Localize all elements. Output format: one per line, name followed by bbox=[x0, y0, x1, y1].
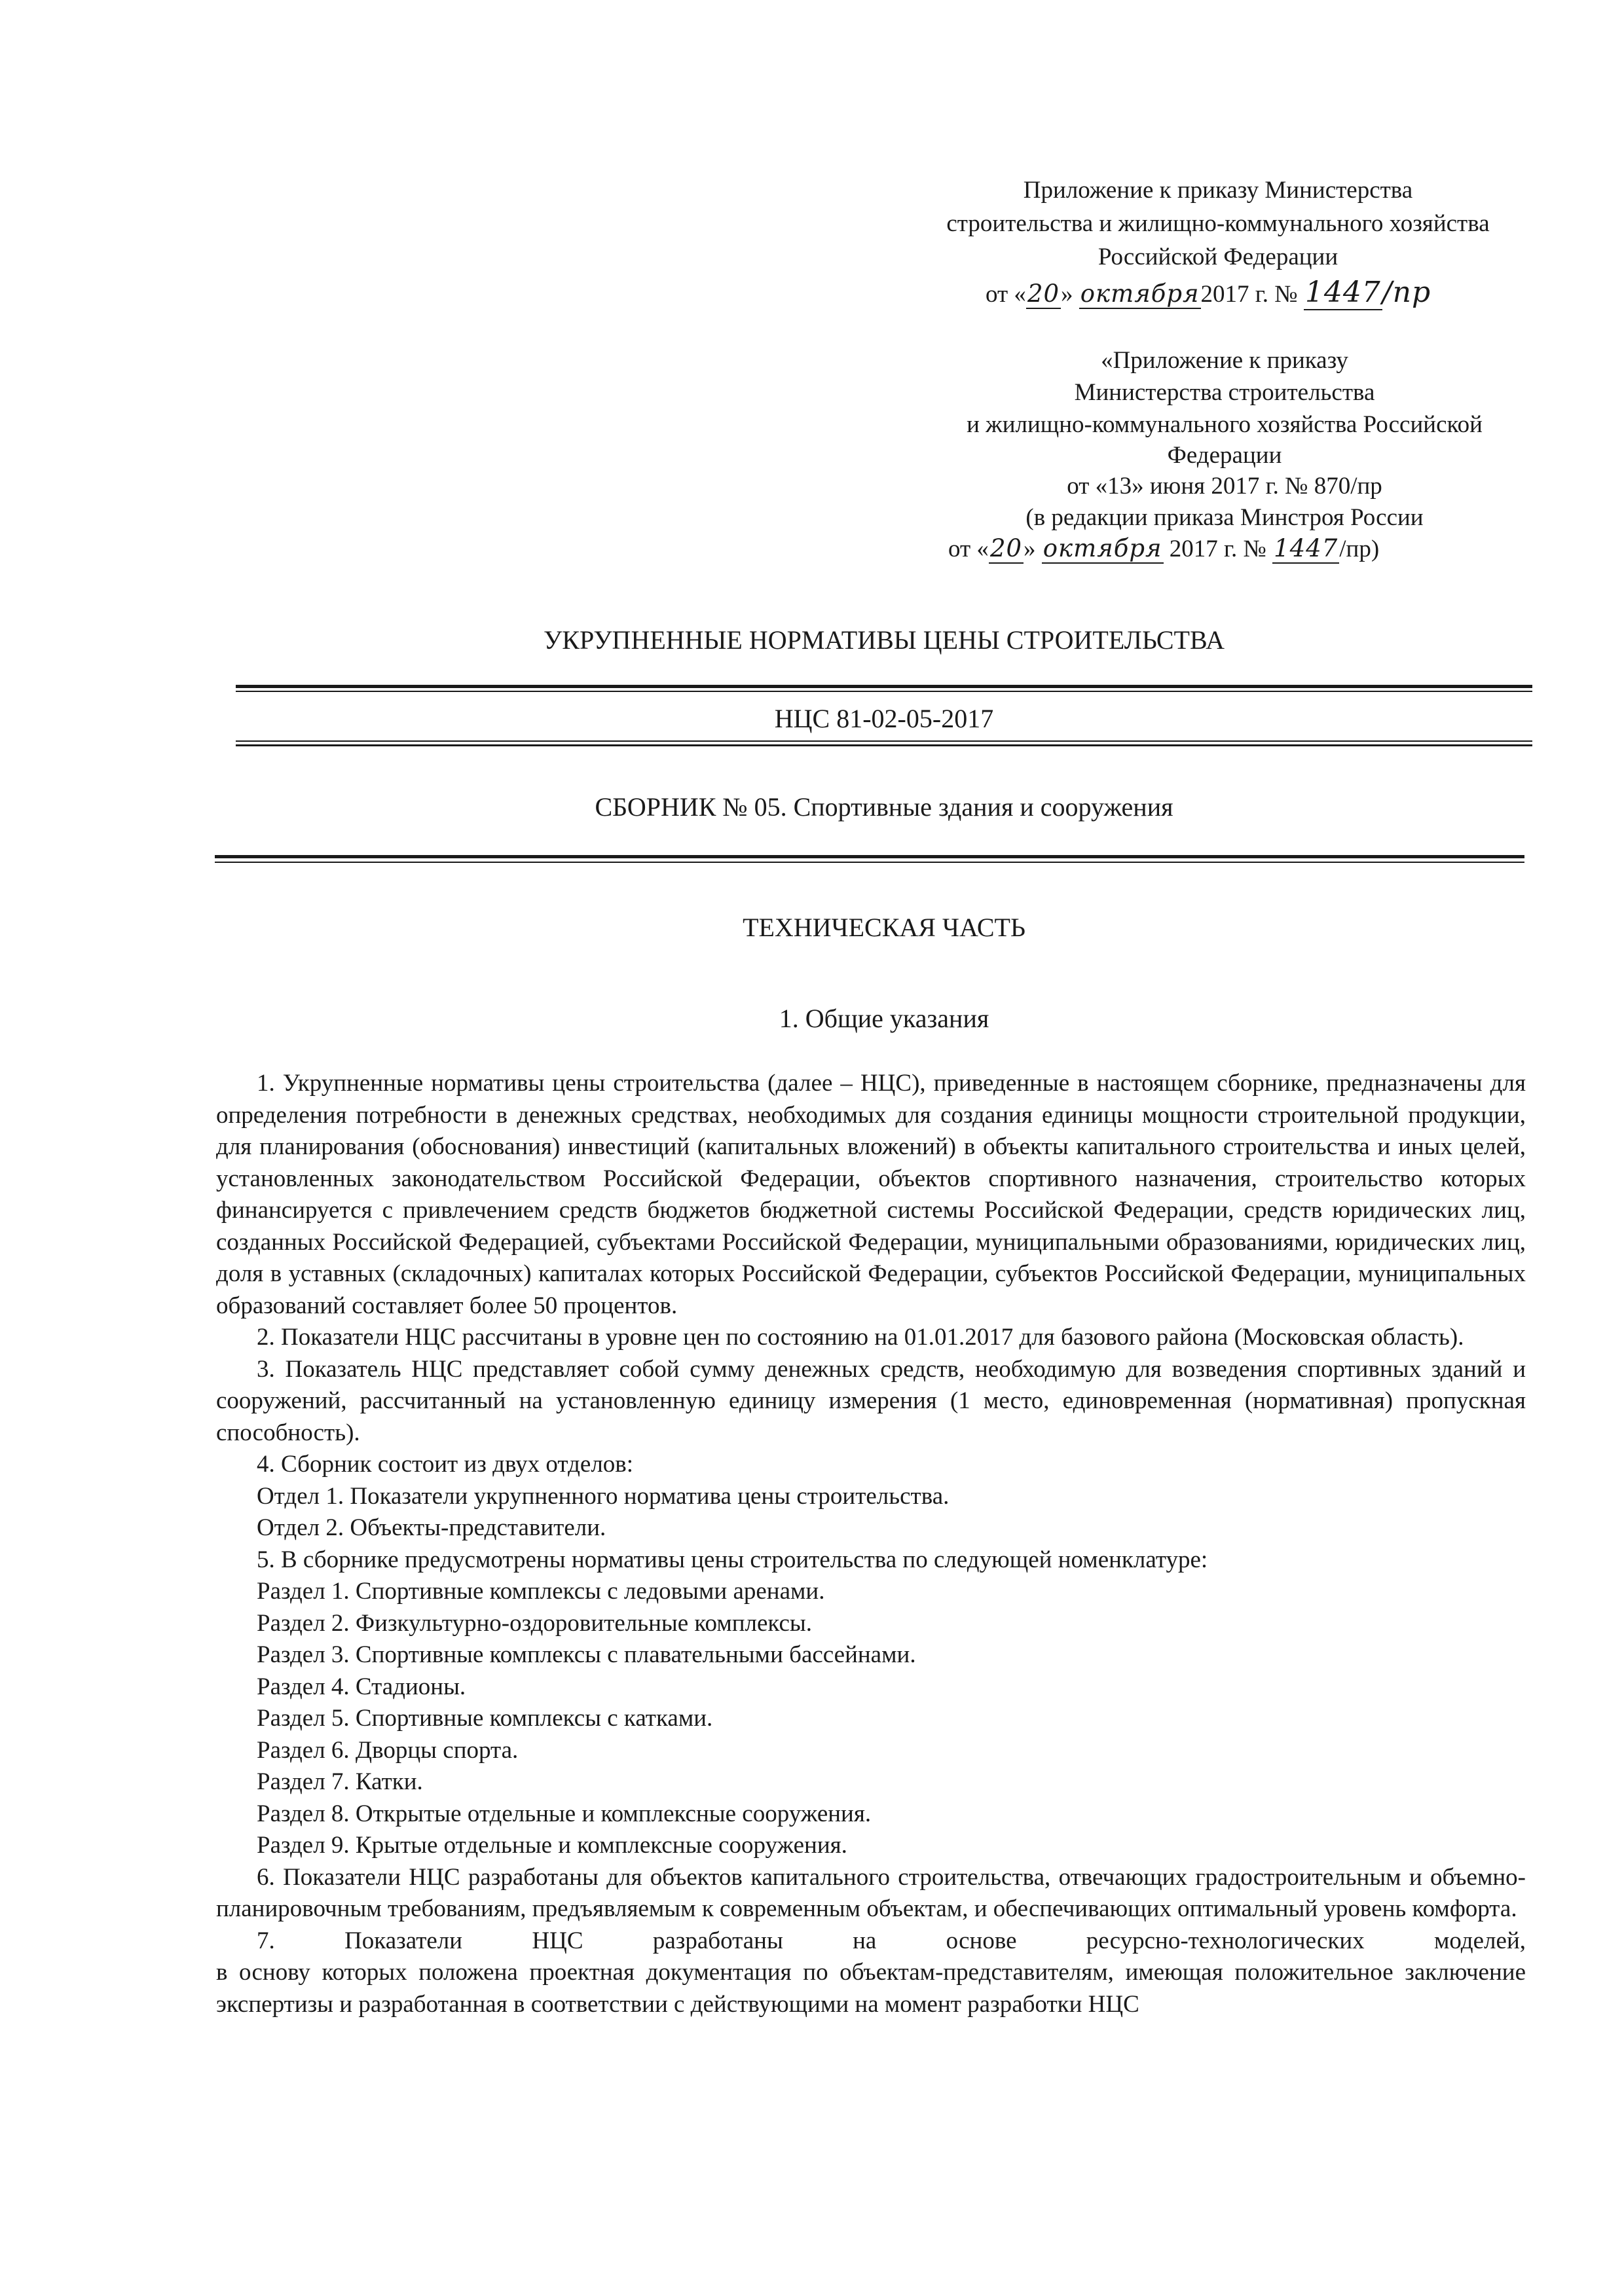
section-item-7: Раздел 7. Катки. bbox=[257, 1768, 423, 1795]
paragraph-6: 6. Показатели НЦС разработаны для объектов капитального строительства, отвечающих градостроительным и объемно-планировочным требованиям, предъявляемым к современным объектам, и обеспечивающих оптимальный уровень комфорта. bbox=[216, 1863, 1526, 1922]
main-title: УКРУПНЕННЫЕ НОРМАТИВЫ ЦЕНЫ СТРОИТЕЛЬСТВА bbox=[543, 625, 1225, 655]
paragraph-7-continuation: в основу которых положена проектная документация по объектам-представителям, имеющая положительное заключение экспертизы и разработанная в соответствии с действующими на момент разработки НЦС bbox=[216, 1959, 1526, 2018]
part-title: ТЕХНИЧЕСКАЯ ЧАСТЬ bbox=[743, 913, 1025, 942]
paragraph-3: 3. Показатель НЦС представляет собой сумму денежных средств, необходимую для возведения спортивных зданий и сооружений, рассчитанный на установленную единицу измерения (1 место, единовременная (нормативная) пропускная способность). bbox=[216, 1355, 1526, 1446]
department-1: Отдел 1. Показатели укрупненного норматива цены строительства. bbox=[257, 1482, 950, 1510]
section-item-1: Раздел 1. Спортивные комплексы с ледовыми аренами. bbox=[257, 1578, 825, 1605]
section-item-9: Раздел 9. Крытые отдельные и комплексные сооружения. bbox=[257, 1832, 847, 1859]
orig-line-1: «Приложение к приказу bbox=[1101, 347, 1348, 374]
section-item-2: Раздел 2. Физкультурно-оздоровительные комплексы. bbox=[257, 1609, 813, 1637]
department-2: Отдел 2. Объекты-представители. bbox=[257, 1514, 606, 1541]
section-item-8: Раздел 8. Открытые отдельные и комплексные сооружения. bbox=[257, 1800, 872, 1827]
title-divider-thin bbox=[236, 691, 1532, 692]
appendix-line-1: Приложение к приказу Министерства bbox=[1023, 177, 1413, 204]
orig-date-line bbox=[948, 534, 1379, 564]
code-divider-thick bbox=[236, 744, 1532, 746]
code-divider-thin bbox=[236, 740, 1532, 742]
date-year: 2017 г. № bbox=[1200, 281, 1298, 308]
handwritten-month: октября bbox=[1043, 534, 1162, 562]
section-item-6: Раздел 6. Дворцы спорта. bbox=[257, 1736, 519, 1764]
paragraph-5: 5. В сборнике предусмотрены нормативы цены строительства по следующей номенклатуре: bbox=[257, 1546, 1208, 1573]
date-quote: » bbox=[1061, 281, 1079, 308]
handwritten-number: 1447 bbox=[1274, 534, 1338, 562]
orig-line-5: от «13» июня 2017 г. № 870/пр bbox=[1067, 473, 1382, 500]
handwritten-month: октября bbox=[1080, 280, 1200, 308]
handwritten-number-suffix: /пр bbox=[1382, 276, 1431, 309]
orig-line-3: и жилищно-коммунального хозяйства Российской bbox=[967, 411, 1483, 438]
collection-divider-thin bbox=[215, 862, 1524, 863]
section-item-3: Раздел 3. Спортивные комплексы с плавательными бассейнами. bbox=[257, 1641, 916, 1668]
collection-divider-thick bbox=[215, 855, 1524, 858]
handwritten-day: 20 bbox=[1027, 280, 1060, 308]
orig-date-prefix: от « bbox=[948, 536, 989, 562]
paragraph-2: 2. Показатели НЦС рассчитаны в уровне цен по состоянию на 01.01.2017 для базового района (Московская область). bbox=[257, 1324, 1464, 1351]
orig-line-2: Министерства строительства bbox=[1074, 379, 1375, 406]
orig-date-quote: » bbox=[1024, 536, 1042, 562]
appendix-line-2: строительства и жилищно-коммунального хозяйства bbox=[946, 210, 1490, 237]
orig-date-year: 2017 г. № bbox=[1163, 536, 1273, 562]
section-item-5: Раздел 5. Спортивные комплексы с катками. bbox=[257, 1705, 713, 1732]
title-divider-thick bbox=[236, 685, 1532, 688]
section-title: 1. Общие указания bbox=[779, 1004, 989, 1033]
paragraph-1: 1. Укрупненные нормативы цены строительства (далее – НЦС), приведенные в настоящем сборнике, предназначены для определения потребности в денежных средствах, необходимых для создания единицы мощности строительной продукции, для планирования (обоснования) инвестиций (капитальных вложений) в объекты капитального строительства и иных целей, установленных законодательством Российской Федерации, объектов спортивного назначения, строительство которых финансируется с привлечением средств бюджетов бюджетной системы Российской Федерации, средств юридических лиц, созданных Российской Федерацией, субъектами Российской Федерации, муниципальными образованиями, юридических лиц, доля в уставных (складочных) капиталах которых Российской Федерации, субъектов Российской Федерации, муниципальных образований составляет более 50 процентов. bbox=[216, 1070, 1526, 1319]
appendix-date-line bbox=[986, 278, 1431, 310]
orig-line-6: (в редакции приказа Минстроя России bbox=[1025, 504, 1424, 531]
body-text bbox=[216, 1068, 1526, 2020]
orig-number-suffix: /пр) bbox=[1339, 536, 1380, 562]
paragraph-7: 7. Показатели НЦС разработаны на основе ресурсно-технологических моделей, bbox=[257, 1927, 1526, 1954]
handwritten-day: 20 bbox=[989, 534, 1023, 562]
collection-title: СБОРНИК № 05. Спортивные здания и сооружения bbox=[595, 792, 1173, 822]
appendix-line-3: Российской Федерации bbox=[1098, 244, 1338, 270]
date-prefix: от « bbox=[986, 281, 1026, 308]
document-code: НЦС 81-02-05-2017 bbox=[774, 704, 994, 733]
paragraph-4: 4. Сборник состоит из двух отделов: bbox=[257, 1451, 634, 1478]
handwritten-number: 1447 bbox=[1304, 276, 1381, 309]
orig-line-4: Федерации bbox=[1167, 442, 1282, 469]
section-item-4: Раздел 4. Стадионы. bbox=[257, 1673, 466, 1700]
